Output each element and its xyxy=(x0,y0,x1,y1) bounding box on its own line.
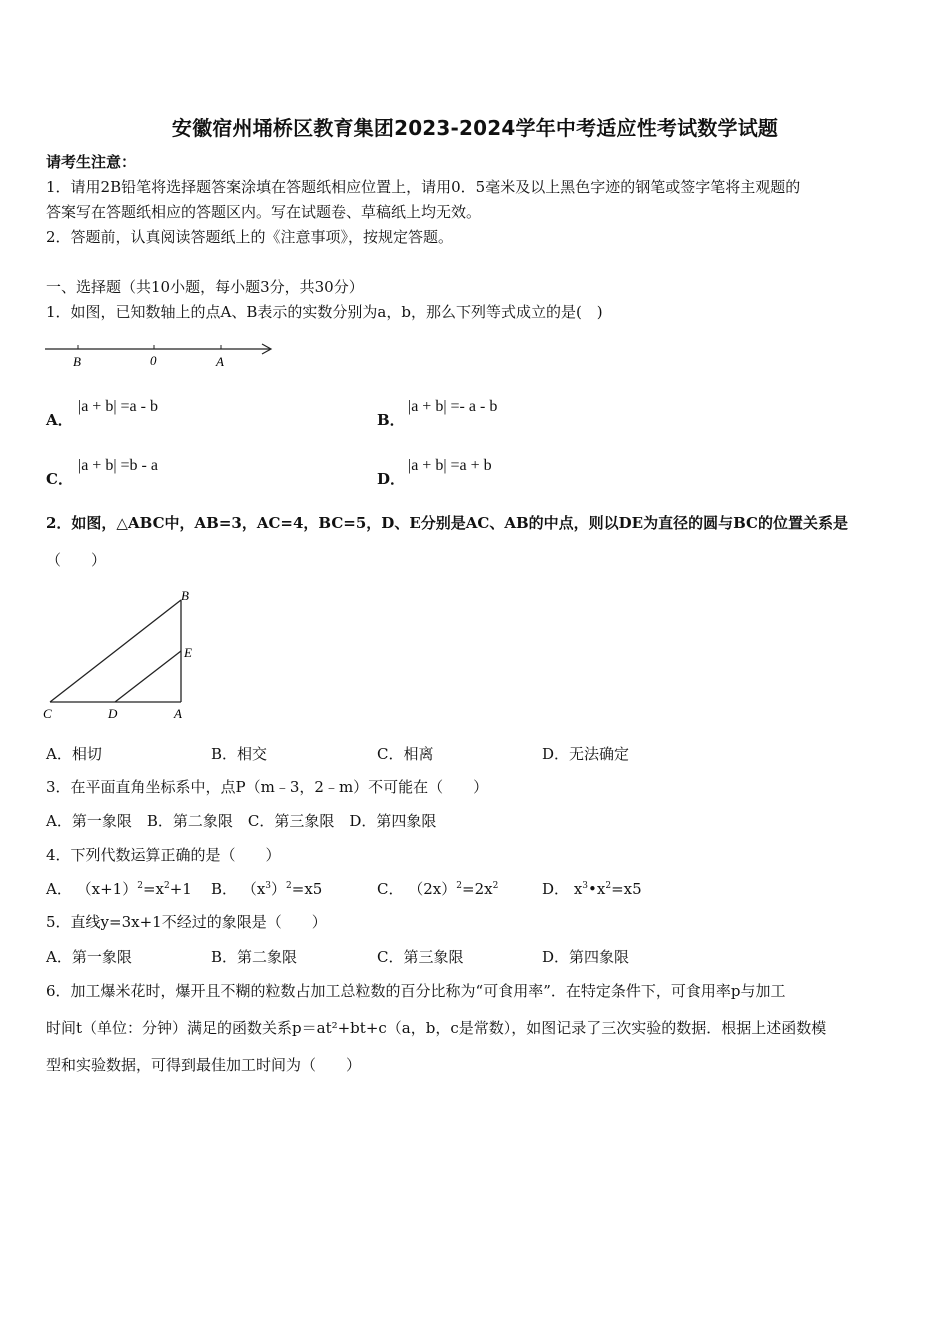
section-heading: 一、选择题（共10小题，每小题3分，共30分） xyxy=(46,278,364,296)
q4-option-c-pre: （2x） xyxy=(408,880,457,898)
q4-option-b-label: B． xyxy=(211,880,238,898)
notice-line-1a: 1．请用2B铅笔将选择题答案涂填在答题纸相应位置上，请用0．5毫米及以上黑色字迹的钢笔或签字笔将主观题的 xyxy=(46,178,801,196)
q5-option-a: A．第一象限 xyxy=(46,948,132,966)
q1-option-b-label: B． xyxy=(377,411,405,429)
q1-option-c-expr: |a + b| =b - a xyxy=(78,457,158,474)
q4-option-d-sup2: 2 xyxy=(605,881,612,891)
vertex-c-label: C xyxy=(43,706,52,721)
q3-options: A．第一象限 B．第二象限 C．第三象限 D．第四象限 xyxy=(46,812,437,830)
q1-option-d-expr: |a + b| =a + b xyxy=(408,457,492,474)
q1-option-c-label: C． xyxy=(46,470,73,488)
notice-heading: 请考生注意： xyxy=(46,153,137,171)
q2-option-c: C．相离 xyxy=(377,745,434,763)
q1-option-b-expr: |a + b| =- a - b xyxy=(408,398,498,415)
q4-option-d-sup1: 3 xyxy=(582,881,589,891)
q4-option-d-pre: x xyxy=(573,880,583,898)
origin-label: 0 xyxy=(150,353,157,368)
q5-option-d: D．第四象限 xyxy=(542,948,630,966)
page-title: 安徽宿州埇桥区教育集团2023-2024学年中考适应性考试数学试题 xyxy=(171,116,779,140)
q5-option-b: B．第二象限 xyxy=(211,948,298,966)
q2-option-a: A．相切 xyxy=(46,745,102,763)
question-6-line-3: 型和实验数据，可得到最佳加工时间为（ ） xyxy=(46,1056,362,1074)
q1-option-a-label: A． xyxy=(46,411,73,429)
q4-option-b xyxy=(211,878,322,899)
point-b-label: B xyxy=(73,354,81,369)
q4-option-b-sup1: 3 xyxy=(265,881,272,891)
q4-option-a-mid: =x xyxy=(142,880,164,898)
q1-option-d-label: D． xyxy=(377,470,406,488)
notice-line-1b: 答案写在答题纸相应的答题区内。写在试题卷、草稿纸上均无效。 xyxy=(46,203,482,221)
q5-option-c: C．第三象限 xyxy=(377,948,464,966)
q4-option-d-mid: •x xyxy=(588,880,606,898)
q4-option-c-label: C． xyxy=(377,880,404,898)
q4-option-a-pre: （x+1） xyxy=(76,880,138,898)
q4-option-b-post: =x5 xyxy=(291,880,323,898)
question-2-stem-cont: （ ） xyxy=(46,551,107,569)
q4-option-d xyxy=(542,878,642,899)
q4-option-a-sup1: 2 xyxy=(137,881,143,891)
q2-option-b: B．相交 xyxy=(211,745,268,763)
q1-option-a-expr: |a + b| =a - b xyxy=(78,398,158,415)
q4-option-b-pre: （x xyxy=(241,880,266,898)
question-2-stem: 2．如图，△ABC中，AB=3，AC=4，BC=5，D、E分别是AC、AB的中点，则以DE为直径的圆与BC的位置关系是 xyxy=(46,514,848,532)
q4-option-a-sup2: 2 xyxy=(163,881,170,891)
vertex-a-label: A xyxy=(174,706,182,721)
question-6-line-2: 时间t（单位：分钟）满足的函数关系p＝at²+bt+c（a，b，c是常数），如图记录了三次实验的数据．根据上述函数模 xyxy=(46,1019,827,1037)
q4-option-d-post: =x5 xyxy=(611,880,642,898)
number-line-figure xyxy=(40,336,280,372)
point-e-label: E xyxy=(184,645,192,660)
q4-option-c-sup2: 2 xyxy=(492,881,499,891)
question-3-stem: 3．在平面直角坐标系中，点P（m﹣3，2﹣m）不可能在（ ） xyxy=(46,778,489,796)
q4-option-a-post: +1 xyxy=(169,880,192,898)
triangle-figure xyxy=(40,586,205,722)
question-4-stem: 4．下列代数运算正确的是（ ） xyxy=(46,846,281,864)
q4-option-a-label: A． xyxy=(46,880,72,898)
q4-option-b-mid: ） xyxy=(271,880,287,898)
notice-line-2: 2．答题前，认真阅读答题纸上的《注意事项》，按规定答题。 xyxy=(46,228,454,246)
point-a-label: A xyxy=(216,354,224,369)
q4-option-c-mid: =2x xyxy=(462,880,493,898)
question-6-line-1: 6．加工爆米花时，爆开且不糊的粒数占加工总粒数的百分比称为“可食用率”．在特定条件下，可食用率p与加工 xyxy=(46,982,786,1000)
question-1-stem: 1．如图，已知数轴上的点A、B表示的实数分别为a，b，那么下列等式成立的是( ) xyxy=(46,303,603,321)
question-5-stem: 5．直线y=3x+1不经过的象限是（ ） xyxy=(46,913,327,931)
q4-option-d-label: D． xyxy=(542,880,570,898)
q4-option-a xyxy=(46,878,192,899)
q2-option-d: D．无法确定 xyxy=(542,745,630,763)
q4-option-c-sup1: 2 xyxy=(456,881,463,891)
point-d-label: D xyxy=(108,706,118,721)
q4-option-b-sup2: 2 xyxy=(286,881,292,891)
q4-option-c xyxy=(377,878,498,899)
vertex-b-label: B xyxy=(181,588,189,603)
